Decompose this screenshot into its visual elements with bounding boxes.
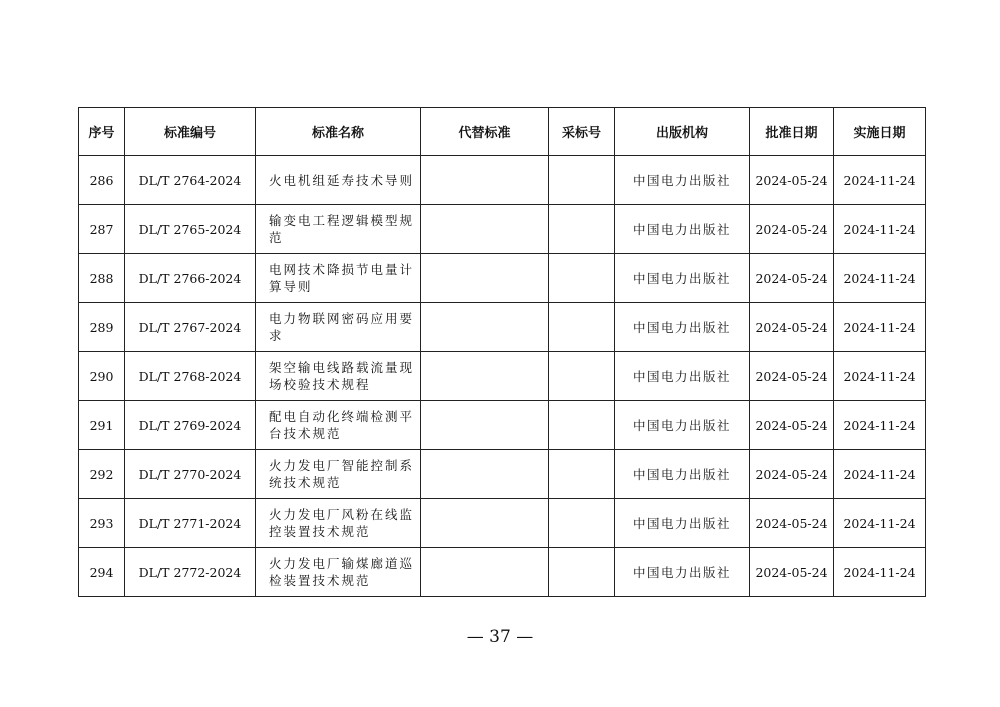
cell-standard-name: 配电自动化终端检测平台技术规范 <box>256 401 421 450</box>
page-number: — 37 — <box>466 627 534 647</box>
cell-serial-no: 290 <box>79 352 125 401</box>
cell-adopted-standard-no <box>549 352 615 401</box>
cell-approval-date: 2024-05-24 <box>750 450 834 499</box>
cell-adopted-standard-no <box>549 548 615 597</box>
cell-publisher: 中国电力出版社 <box>615 499 750 548</box>
cell-approval-date: 2024-05-24 <box>750 499 834 548</box>
cell-replaced-standard <box>421 499 549 548</box>
cell-effective-date: 2024-11-24 <box>834 401 926 450</box>
cell-publisher: 中国电力出版社 <box>615 450 750 499</box>
table-row <box>79 156 926 205</box>
cell-effective-date: 2024-11-24 <box>834 303 926 352</box>
cell-publisher: 中国电力出版社 <box>615 548 750 597</box>
cell-replaced-standard <box>421 303 549 352</box>
cell-adopted-standard-no <box>549 450 615 499</box>
cell-adopted-standard-no <box>549 156 615 205</box>
cell-approval-date: 2024-05-24 <box>750 548 834 597</box>
cell-publisher: 中国电力出版社 <box>615 352 750 401</box>
table-row <box>79 352 926 401</box>
cell-adopted-standard-no <box>549 205 615 254</box>
cell-replaced-standard <box>421 548 549 597</box>
cell-serial-no: 289 <box>79 303 125 352</box>
table-row <box>79 254 926 303</box>
cell-approval-date: 2024-05-24 <box>750 401 834 450</box>
header-serial-no: 序号 <box>79 108 125 156</box>
cell-adopted-standard-no <box>549 401 615 450</box>
cell-effective-date: 2024-11-24 <box>834 205 926 254</box>
cell-replaced-standard <box>421 254 549 303</box>
table-row <box>79 450 926 499</box>
cell-serial-no: 286 <box>79 156 125 205</box>
table-row <box>79 499 926 548</box>
cell-standard-name: 火力发电厂智能控制系统技术规范 <box>256 450 421 499</box>
table-row <box>79 303 926 352</box>
cell-replaced-standard <box>421 205 549 254</box>
cell-serial-no: 291 <box>79 401 125 450</box>
cell-adopted-standard-no <box>549 254 615 303</box>
standards-table <box>78 107 926 597</box>
cell-adopted-standard-no <box>549 499 615 548</box>
header-standard-code: 标准编号 <box>125 108 256 156</box>
cell-standard-code: DL/T 2765-2024 <box>125 205 256 254</box>
cell-effective-date: 2024-11-24 <box>834 352 926 401</box>
cell-standard-code: DL/T 2764-2024 <box>125 156 256 205</box>
cell-publisher: 中国电力出版社 <box>615 254 750 303</box>
header-effective-date: 实施日期 <box>834 108 926 156</box>
cell-serial-no: 294 <box>79 548 125 597</box>
header-approval-date: 批准日期 <box>750 108 834 156</box>
cell-serial-no: 288 <box>79 254 125 303</box>
header-replaced-standard: 代替标准 <box>421 108 549 156</box>
cell-approval-date: 2024-05-24 <box>750 303 834 352</box>
cell-standard-code: DL/T 2766-2024 <box>125 254 256 303</box>
table-row <box>79 548 926 597</box>
cell-approval-date: 2024-05-24 <box>750 254 834 303</box>
cell-standard-code: DL/T 2772-2024 <box>125 548 256 597</box>
cell-serial-no: 287 <box>79 205 125 254</box>
cell-adopted-standard-no <box>549 303 615 352</box>
cell-standard-name: 电网技术降损节电量计算导则 <box>256 254 421 303</box>
cell-publisher: 中国电力出版社 <box>615 303 750 352</box>
cell-standard-code: DL/T 2771-2024 <box>125 499 256 548</box>
cell-standard-name: 输变电工程逻辑模型规范 <box>256 205 421 254</box>
cell-replaced-standard <box>421 352 549 401</box>
cell-approval-date: 2024-05-24 <box>750 205 834 254</box>
cell-effective-date: 2024-11-24 <box>834 156 926 205</box>
cell-publisher: 中国电力出版社 <box>615 401 750 450</box>
cell-serial-no: 293 <box>79 499 125 548</box>
cell-approval-date: 2024-05-24 <box>750 156 834 205</box>
header-adopted-standard-no: 采标号 <box>549 108 615 156</box>
cell-publisher: 中国电力出版社 <box>615 205 750 254</box>
header-publisher: 出版机构 <box>615 108 750 156</box>
cell-standard-name: 电力物联网密码应用要求 <box>256 303 421 352</box>
table-header-row <box>79 108 926 156</box>
cell-effective-date: 2024-11-24 <box>834 499 926 548</box>
cell-approval-date: 2024-05-24 <box>750 352 834 401</box>
cell-effective-date: 2024-11-24 <box>834 548 926 597</box>
header-standard-name: 标准名称 <box>256 108 421 156</box>
cell-standard-name: 火力发电厂风粉在线监控装置技术规范 <box>256 499 421 548</box>
table-row <box>79 401 926 450</box>
cell-replaced-standard <box>421 450 549 499</box>
table-row <box>79 205 926 254</box>
cell-standard-name: 架空输电线路载流量现场校验技术规程 <box>256 352 421 401</box>
cell-standard-code: DL/T 2767-2024 <box>125 303 256 352</box>
cell-standard-code: DL/T 2768-2024 <box>125 352 256 401</box>
cell-standard-name: 火力发电厂输煤廊道巡检装置技术规范 <box>256 548 421 597</box>
cell-standard-code: DL/T 2769-2024 <box>125 401 256 450</box>
cell-replaced-standard <box>421 156 549 205</box>
cell-effective-date: 2024-11-24 <box>834 254 926 303</box>
cell-standard-name: 火电机组延寿技术导则 <box>256 156 421 205</box>
cell-publisher: 中国电力出版社 <box>615 156 750 205</box>
cell-replaced-standard <box>421 401 549 450</box>
cell-effective-date: 2024-11-24 <box>834 450 926 499</box>
cell-standard-code: DL/T 2770-2024 <box>125 450 256 499</box>
cell-serial-no: 292 <box>79 450 125 499</box>
